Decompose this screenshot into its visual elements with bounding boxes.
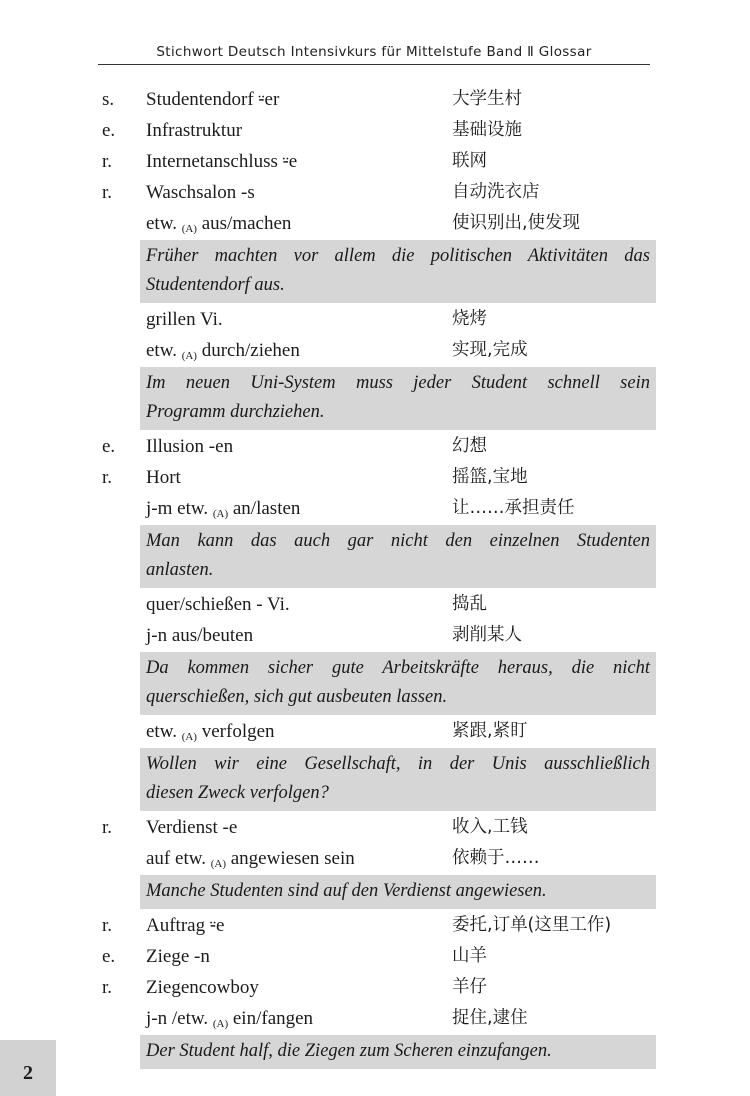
chinese-translation: 基础设施 bbox=[452, 120, 522, 140]
glossary-entry bbox=[0, 620, 750, 651]
term-verb: aus/machen bbox=[196, 213, 292, 234]
chinese-translation: 摇篮,宝地 bbox=[452, 467, 528, 487]
chinese-translation: 羊仔 bbox=[452, 977, 487, 997]
term-verb: an/lasten bbox=[228, 498, 301, 519]
article: r. bbox=[102, 817, 113, 838]
term-verb: durch/ziehen bbox=[196, 340, 300, 361]
glossary-list bbox=[0, 84, 750, 1070]
example-line: Manche Studenten sind auf den Verdienst angewiesen. bbox=[146, 881, 547, 901]
chinese-translation: 大学生村 bbox=[452, 89, 522, 109]
glossary-entry bbox=[0, 716, 750, 747]
term-prefix: etw. bbox=[146, 213, 177, 234]
german-term: Hort bbox=[146, 467, 181, 488]
glossary-entry bbox=[0, 115, 750, 146]
glossary-entry bbox=[0, 84, 750, 115]
glossary-entry bbox=[0, 493, 750, 524]
article: r. bbox=[102, 977, 113, 998]
glossary-entry bbox=[0, 177, 750, 208]
glossary-entry bbox=[0, 146, 750, 177]
chinese-translation: 烧烤 bbox=[452, 309, 487, 329]
running-header: Stichwort Deutsch Intensivkurs für Mittelstufe Band Ⅱ Glossar bbox=[156, 44, 592, 60]
glossary-entry bbox=[0, 1003, 750, 1034]
glossary-entry bbox=[0, 335, 750, 366]
chinese-translation: 山羊 bbox=[452, 946, 487, 966]
page-number: 2 bbox=[0, 1040, 56, 1096]
german-term: Studentendorf ⸚er bbox=[146, 89, 280, 110]
example-sentence-box bbox=[140, 240, 656, 303]
glossary-entry bbox=[0, 812, 750, 843]
header-rule bbox=[98, 64, 650, 65]
term-prefix: auf etw. bbox=[146, 848, 206, 869]
case-marker: (A) bbox=[212, 1018, 229, 1030]
glossary-entry bbox=[0, 431, 750, 462]
term-verb: verfolgen bbox=[196, 721, 275, 742]
chinese-translation: 依赖于…… bbox=[452, 848, 540, 868]
term-verb: ein/fangen bbox=[228, 1008, 314, 1029]
case-marker: (A) bbox=[212, 508, 229, 520]
german-term: Auftrag ⸚e bbox=[146, 915, 225, 936]
example-sentence-box bbox=[140, 525, 656, 588]
chinese-translation: 捉住,逮住 bbox=[452, 1008, 528, 1028]
chinese-translation: 紧跟,紧盯 bbox=[452, 721, 528, 741]
example-line: anlasten. bbox=[146, 560, 214, 580]
case-marker: (A) bbox=[181, 350, 197, 362]
article: e. bbox=[102, 946, 116, 967]
german-term: Illusion -en bbox=[146, 436, 234, 457]
german-term: Ziege -n bbox=[146, 946, 210, 967]
example-line: Studentendorf aus. bbox=[146, 275, 285, 295]
german-term: quer/schießen - Vi. bbox=[146, 594, 290, 615]
chinese-translation: 使识别出,使发现 bbox=[452, 213, 581, 233]
term-prefix: etw. bbox=[146, 721, 177, 742]
german-term: Waschsalon -s bbox=[146, 182, 255, 203]
glossary-entry bbox=[0, 208, 750, 239]
term-verb: angewiesen sein bbox=[226, 848, 355, 869]
example-line: Wollen wir eine Gesellschaft, in der Unis ausschließlich bbox=[146, 754, 650, 774]
example-sentence-box bbox=[140, 748, 656, 811]
german-term: Internetanschluss ⸚e bbox=[146, 151, 298, 172]
chinese-translation: 委托,订单(这里工作) bbox=[452, 915, 612, 935]
article: r. bbox=[102, 467, 113, 488]
article: e. bbox=[102, 436, 116, 457]
glossary-entry bbox=[0, 304, 750, 335]
glossary-entry bbox=[0, 910, 750, 941]
example-line: diesen Zweck verfolgen? bbox=[146, 783, 329, 803]
article: r. bbox=[102, 182, 113, 203]
chinese-translation: 收入,工钱 bbox=[452, 817, 528, 837]
glossary-entry bbox=[0, 972, 750, 1003]
example-line: Früher machten vor allem die politischen Aktivitäten das bbox=[146, 246, 650, 266]
chinese-translation: 让……承担责任 bbox=[452, 498, 575, 518]
glossary-entry bbox=[0, 462, 750, 493]
chinese-translation: 联网 bbox=[452, 151, 487, 171]
article: r. bbox=[102, 151, 113, 172]
glossary-entry bbox=[0, 941, 750, 972]
example-line: Im neuen Uni-System muss jeder Student schnell sein bbox=[146, 373, 650, 393]
example-sentence-box bbox=[140, 1035, 656, 1069]
example-line: Da kommen sicher gute Arbeitskräfte heraus, die nicht bbox=[146, 658, 650, 678]
example-sentence-box bbox=[140, 652, 656, 715]
article: r. bbox=[102, 915, 113, 936]
term-prefix: etw. bbox=[146, 340, 177, 361]
article: e. bbox=[102, 120, 116, 141]
chinese-translation: 幻想 bbox=[452, 436, 487, 456]
german-term: grillen Vi. bbox=[146, 309, 223, 330]
german-term: Infrastruktur bbox=[146, 120, 243, 141]
chinese-translation: 实现,完成 bbox=[452, 340, 528, 360]
example-sentence-box bbox=[140, 367, 656, 430]
chinese-translation: 捣乱 bbox=[452, 594, 487, 614]
german-term: j-n aus/beuten bbox=[146, 625, 254, 646]
case-marker: (A) bbox=[181, 731, 197, 743]
term-prefix: j-m etw. bbox=[146, 498, 209, 519]
example-line: Programm durchziehen. bbox=[146, 402, 325, 422]
article: s. bbox=[102, 89, 115, 110]
glossary-entry bbox=[0, 589, 750, 620]
case-marker: (A) bbox=[210, 858, 226, 870]
case-marker: (A) bbox=[181, 223, 197, 235]
chinese-translation: 剥削某人 bbox=[452, 625, 522, 645]
example-line: Man kann das auch gar nicht den einzelnen Studenten bbox=[146, 531, 650, 551]
example-line: querschießen, sich gut ausbeuten lassen. bbox=[146, 687, 448, 707]
term-prefix: j-n /etw. bbox=[146, 1008, 209, 1029]
german-term: Ziegencowboy bbox=[146, 977, 259, 998]
example-sentence-box bbox=[140, 875, 656, 909]
german-term: Verdienst -e bbox=[146, 817, 238, 838]
chinese-translation: 自动洗衣店 bbox=[452, 182, 540, 202]
example-line: Der Student half, die Ziegen zum Scheren einzufangen. bbox=[146, 1041, 552, 1061]
glossary-entry bbox=[0, 843, 750, 874]
